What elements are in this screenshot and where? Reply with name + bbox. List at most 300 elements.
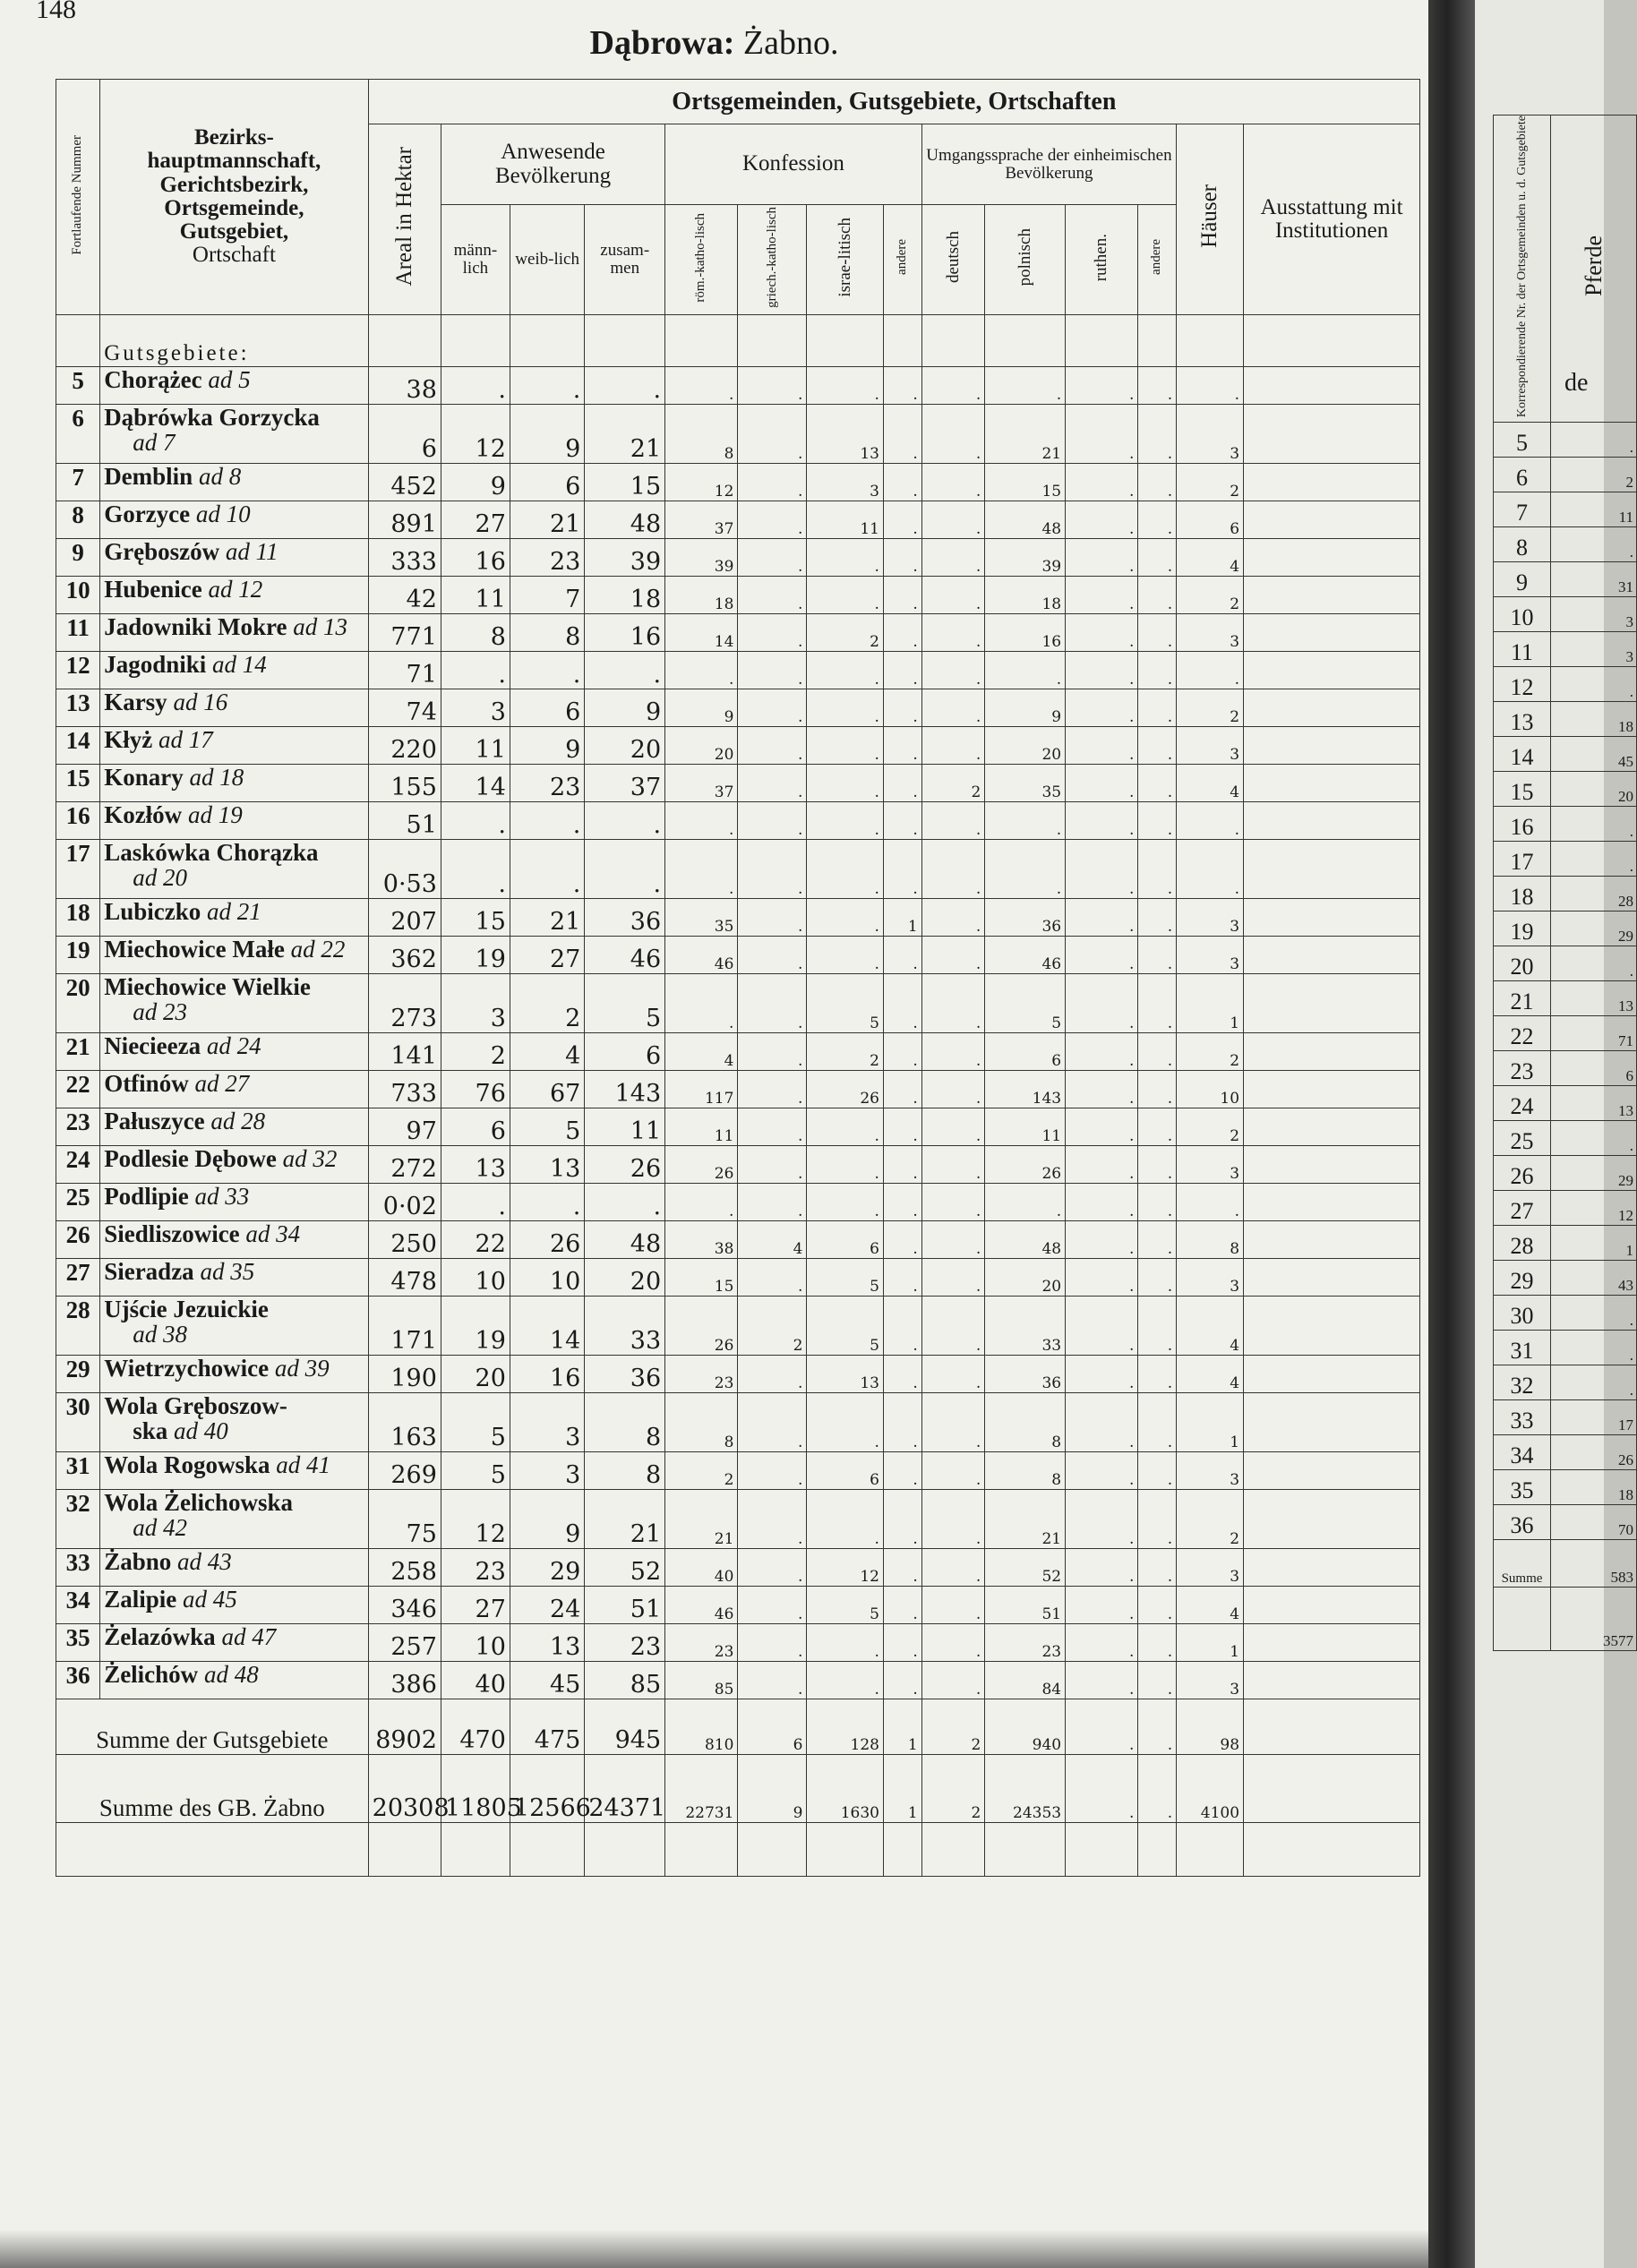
cell-ru: . [1066,1661,1138,1699]
cell-area: 220 [368,726,441,764]
cell-h: . [1177,1183,1244,1220]
cell-ru: . [1066,1145,1138,1183]
cell-is: . [807,1392,884,1451]
cell-ru: . [1066,576,1138,613]
cell-h: 4 [1177,1296,1244,1355]
right-table-row [1494,1016,1637,1051]
horses-value: . [1551,667,1637,702]
cell-pl: 16 [985,613,1066,651]
col-confession-header: Konfession [665,124,922,205]
cell-is: 6 [807,1220,884,1258]
location-name: Sieradza ad 35 [100,1258,368,1296]
cell-m: 11 [441,726,510,764]
corresponding-nr: 35 [1494,1470,1551,1505]
total-pl: 24353 [985,1754,1066,1822]
cell-m: . [441,801,510,839]
cell-is: . [807,1623,884,1661]
cell-rk: 23 [665,1623,738,1661]
location-name: Karsy ad 16 [100,689,368,726]
cell-ak: . [883,1183,921,1220]
page-number: 148 [36,0,76,24]
cell-al: . [1138,1548,1177,1586]
cell-m: 12 [441,404,510,463]
right-table-row [1494,632,1637,667]
row-number: 14 [56,726,100,764]
right-table-row [1494,1261,1637,1296]
col-male-header: männ-lich [441,205,510,315]
cell-de: . [921,689,985,726]
row-number: 32 [56,1489,100,1548]
corresponding-nr: 20 [1494,946,1551,981]
right-table-row [1494,981,1637,1016]
corresponding-nr: 32 [1494,1365,1551,1400]
cell-ak: . [883,1661,921,1699]
horses-value: 3 [1551,632,1637,667]
cell-m: . [441,839,510,898]
right-table-row [1494,458,1637,492]
cell-institutions [1244,689,1420,726]
cell-t: 18 [585,576,665,613]
cell-h: 4 [1177,1355,1244,1392]
cell-de: . [921,1623,985,1661]
cell-al: . [1138,1183,1177,1220]
place-name: Żabno. [742,24,839,62]
cell-area: 733 [368,1070,441,1108]
cell-area: 51 [368,801,441,839]
horses-value: . [1551,527,1637,562]
cell-t: 11 [585,1108,665,1145]
cell-h: 3 [1177,613,1244,651]
cell-area: 141 [368,1032,441,1070]
cell-ak: . [883,1220,921,1258]
cell-institutions [1244,1145,1420,1183]
cell-f: 21 [510,898,584,936]
horses-value: 3 [1551,597,1637,632]
corresponding-nr: 28 [1494,1226,1551,1261]
cell-ak: . [883,1108,921,1145]
cell-area: 250 [368,1220,441,1258]
cell-is: 12 [807,1548,884,1586]
cell-rk: 85 [665,1661,738,1699]
cell-institutions [1244,1108,1420,1145]
cell-f: 14 [510,1296,584,1355]
total-f: 475 [510,1699,584,1754]
cell-al: . [1138,404,1177,463]
cell-t: 36 [585,1355,665,1392]
cell-gk: 4 [738,1220,807,1258]
location-name: Otfinów ad 27 [100,1070,368,1108]
cell-t: 48 [585,501,665,538]
scan-shadow [0,2229,1428,2268]
total-f: 12566 [510,1754,584,1822]
table-row [56,1548,1420,1586]
cell-f: 23 [510,538,584,576]
cell-h: 4 [1177,764,1244,801]
cell-institutions [1244,651,1420,689]
cell-ru: . [1066,538,1138,576]
cell-m: 5 [441,1392,510,1451]
cell-pl: . [985,366,1066,404]
cell-rk: . [665,651,738,689]
cell-rk: . [665,1183,738,1220]
cell-institutions [1244,463,1420,501]
cell-al: . [1138,764,1177,801]
cell-rk: 37 [665,501,738,538]
cell-f: 27 [510,936,584,973]
location-name: Podlesie Dębowe ad 32 [100,1145,368,1183]
horses-value: . [1551,946,1637,981]
total-rk: 22731 [665,1754,738,1822]
cell-de: . [921,1258,985,1296]
right-table-row [1494,772,1637,807]
statistics-table [56,79,1420,1877]
total-row [56,1754,1420,1822]
cell-m: 19 [441,1296,510,1355]
cell-institutions [1244,576,1420,613]
cell-ru: . [1066,898,1138,936]
cell-is: 5 [807,973,884,1032]
cell-ak: . [883,613,921,651]
cell-ak: . [883,1258,921,1296]
table-body [56,314,1420,1876]
cell-al: . [1138,898,1177,936]
row-number: 34 [56,1586,100,1623]
cell-f: 13 [510,1623,584,1661]
cell-ru: . [1066,1108,1138,1145]
right-table-row [1494,1156,1637,1191]
cell-ru: . [1066,1258,1138,1296]
cell-al: . [1138,689,1177,726]
cell-ak: . [883,1145,921,1183]
cell-de: . [921,1220,985,1258]
col-german-header: deutsch [921,205,985,315]
cell-al: . [1138,1220,1177,1258]
cell-is: . [807,651,884,689]
cell-m: 10 [441,1623,510,1661]
cell-is: . [807,726,884,764]
table-row [56,1032,1420,1070]
cell-is: . [807,764,884,801]
total-al: . [1138,1754,1177,1822]
cell-h: . [1177,801,1244,839]
cell-m: . [441,366,510,404]
cell-f: 8 [510,613,584,651]
cell-rk: 23 [665,1355,738,1392]
cell-area: 891 [368,501,441,538]
cell-rk: 2 [665,1451,738,1489]
cell-institutions [1244,1548,1420,1586]
cell-m: 19 [441,936,510,973]
total-gk: 6 [738,1699,807,1754]
cell-al: . [1138,1586,1177,1623]
cell-t: . [585,1183,665,1220]
location-name: Wola Gręboszow- ska ad 40 [100,1392,368,1451]
cell-gk: . [738,936,807,973]
cell-t: 46 [585,936,665,973]
cell-de: . [921,1070,985,1108]
cell-al: . [1138,936,1177,973]
row-number: 21 [56,1032,100,1070]
corresponding-nr: 10 [1494,597,1551,632]
cell-al: . [1138,1489,1177,1548]
cell-rk: 18 [665,576,738,613]
corresponding-nr: 27 [1494,1191,1551,1226]
cell-institutions [1244,366,1420,404]
cell-ru: . [1066,651,1138,689]
horses-value: 31 [1551,562,1637,597]
table-row [56,689,1420,726]
cell-h: 1 [1177,1623,1244,1661]
right-table-row [1494,1470,1637,1505]
cell-f: 24 [510,1586,584,1623]
cell-m: 6 [441,1108,510,1145]
cell-gk: . [738,1392,807,1451]
cell-area: 771 [368,613,441,651]
horses-value: 6 [1551,1051,1637,1086]
cell-de: . [921,1548,985,1586]
corresponding-nr-header: Korrespondierende Nr. der Ortsgemeinden u. d. Gutsgebiete [1494,116,1551,423]
row-number: 23 [56,1108,100,1145]
cell-gk: . [738,1623,807,1661]
horses-value: 1 [1551,1226,1637,1261]
cell-m: 13 [441,1145,510,1183]
cell-is: . [807,538,884,576]
cell-rk: 4 [665,1032,738,1070]
total-pl: 940 [985,1699,1066,1754]
total-area: 8902 [368,1699,441,1754]
cell-rk: 15 [665,1258,738,1296]
cell-gk: . [738,1070,807,1108]
horses-value: 12 [1551,1191,1637,1226]
corresponding-nr: 11 [1494,632,1551,667]
right-table-row [1494,1400,1637,1435]
cell-t: . [585,801,665,839]
row-number: 11 [56,613,100,651]
cell-pl: 20 [985,726,1066,764]
cell-de: . [921,576,985,613]
right-table-row [1494,1331,1637,1365]
cell-t: 37 [585,764,665,801]
location-name: Wietrzychowice ad 39 [100,1355,368,1392]
cell-t: 21 [585,1489,665,1548]
corresponding-nr: 21 [1494,981,1551,1016]
cell-ru: . [1066,689,1138,726]
cell-gk: . [738,801,807,839]
horses-value: . [1551,423,1637,458]
cell-al: . [1138,1451,1177,1489]
cell-pl: 6 [985,1032,1066,1070]
right-table-row [1494,911,1637,946]
cell-de: . [921,1586,985,1623]
row-number: 25 [56,1183,100,1220]
row-number: 27 [56,1258,100,1296]
cell-h: . [1177,366,1244,404]
stray-text: de [1564,369,1589,397]
cell-ru: . [1066,366,1138,404]
right-table-row [1494,1086,1637,1121]
cell-de: . [921,1296,985,1355]
cell-area: 155 [368,764,441,801]
cell-ak: . [883,726,921,764]
horses-value: . [1551,842,1637,877]
cell-institutions [1244,973,1420,1032]
table-row [56,973,1420,1032]
total-t: 945 [585,1699,665,1754]
total-row [56,1699,1420,1754]
cell-m: 12 [441,1489,510,1548]
cell-rk: 46 [665,936,738,973]
horses-value: 18 [1551,1470,1637,1505]
table-row [56,1661,1420,1699]
cell-f: 26 [510,1220,584,1258]
row-number: 20 [56,973,100,1032]
cell-h: 2 [1177,463,1244,501]
cell-rk: . [665,839,738,898]
cell-ak: 1 [883,898,921,936]
cell-h: 3 [1177,404,1244,463]
cell-area: 207 [368,898,441,936]
total-label: Summe des GB. Żabno [56,1754,369,1822]
row-number: 15 [56,764,100,801]
cell-al: . [1138,538,1177,576]
cell-h: 1 [1177,1392,1244,1451]
cell-is: . [807,1489,884,1548]
location-name: Wola Żelichowska ad 42 [100,1489,368,1548]
cell-gk: . [738,1661,807,1699]
location-name: Jadowniki Mokre ad 13 [100,613,368,651]
total-area: 20308 [368,1754,441,1822]
location-name: Żelazówka ad 47 [100,1623,368,1661]
table-row [56,651,1420,689]
cell-ru: . [1066,1392,1138,1451]
cell-al: . [1138,651,1177,689]
cell-ru: . [1066,801,1138,839]
corresponding-nr: 34 [1494,1435,1551,1470]
cell-ru: . [1066,1220,1138,1258]
cell-gk: . [738,538,807,576]
cell-pl: 36 [985,898,1066,936]
cell-ru: . [1066,726,1138,764]
cell-ak: . [883,973,921,1032]
row-number: 12 [56,651,100,689]
cell-ru: . [1066,973,1138,1032]
cell-de: . [921,726,985,764]
corresponding-nr: 23 [1494,1051,1551,1086]
cell-f: . [510,366,584,404]
cell-pl: . [985,839,1066,898]
row-number: 10 [56,576,100,613]
cell-institutions [1244,764,1420,801]
right-page-table [1493,115,1637,1651]
right-table-row [1494,1191,1637,1226]
table-row [56,501,1420,538]
cell-f: 6 [510,463,584,501]
cell-de: . [921,936,985,973]
cell-h: 2 [1177,1032,1244,1070]
table-row [56,1108,1420,1145]
row-number: 24 [56,1145,100,1183]
location-name: Niecieeza ad 24 [100,1032,368,1070]
col-ruthenian-header: ruthen. [1066,205,1138,315]
cell-m: 10 [441,1258,510,1296]
table-row [56,366,1420,404]
table-row [56,839,1420,898]
row-number: 19 [56,936,100,973]
right-table-row [1494,423,1637,458]
horses-value: . [1551,1331,1637,1365]
horses-value: 2 [1551,458,1637,492]
col-institutions-header: Ausstattung mit Institutionen [1244,124,1420,315]
cell-ru: . [1066,1355,1138,1392]
total-de: 2 [921,1754,985,1822]
total-ru: . [1066,1699,1138,1754]
cell-h: 2 [1177,1108,1244,1145]
cell-t: 85 [585,1661,665,1699]
cell-rk: . [665,366,738,404]
cell-ak: . [883,501,921,538]
cell-area: 269 [368,1451,441,1489]
cell-institutions [1244,1586,1420,1623]
cell-ak: . [883,651,921,689]
table-row [56,404,1420,463]
cell-m: 8 [441,613,510,651]
total-is: 1630 [807,1754,884,1822]
horses-value: 70 [1551,1505,1637,1540]
cell-ak: . [883,1355,921,1392]
corresponding-nr: 26 [1494,1156,1551,1191]
cell-al: . [1138,1661,1177,1699]
location-name: Konary ad 18 [100,764,368,801]
cell-gk: . [738,1451,807,1489]
cell-gk: . [738,1145,807,1183]
cell-t: 9 [585,689,665,726]
cell-institutions [1244,839,1420,898]
cell-ru: . [1066,1548,1138,1586]
col-houses-header: Häuser [1177,124,1244,315]
cell-area: 0·53 [368,839,441,898]
cell-gk: . [738,501,807,538]
cell-area: 74 [368,689,441,726]
cell-gk: . [738,1108,807,1145]
right-table-row [1494,946,1637,981]
cell-m: 9 [441,463,510,501]
cell-de: 2 [921,764,985,801]
right-table-row [1494,1365,1637,1400]
location-name: Wola Rogowska ad 41 [100,1451,368,1489]
right-table-body [1494,423,1637,1651]
cell-f: . [510,1183,584,1220]
right-table-row [1494,842,1637,877]
right-table-row [1494,667,1637,702]
cell-institutions [1244,1661,1420,1699]
cell-rk: 38 [665,1220,738,1258]
cell-t: 8 [585,1392,665,1451]
cell-m: 3 [441,689,510,726]
right-table-row [1494,737,1637,772]
cell-area: 6 [368,404,441,463]
right-table-row [1494,492,1637,527]
row-number: 6 [56,404,100,463]
cell-pl: 26 [985,1145,1066,1183]
horses-value: . [1551,1296,1637,1331]
total-t: 24371 [585,1754,665,1822]
cell-pl: 39 [985,538,1066,576]
cell-pl: 11 [985,1108,1066,1145]
table-row [56,936,1420,973]
corresponding-nr: 6 [1494,458,1551,492]
cell-de: . [921,1392,985,1451]
cell-pl: 33 [985,1296,1066,1355]
